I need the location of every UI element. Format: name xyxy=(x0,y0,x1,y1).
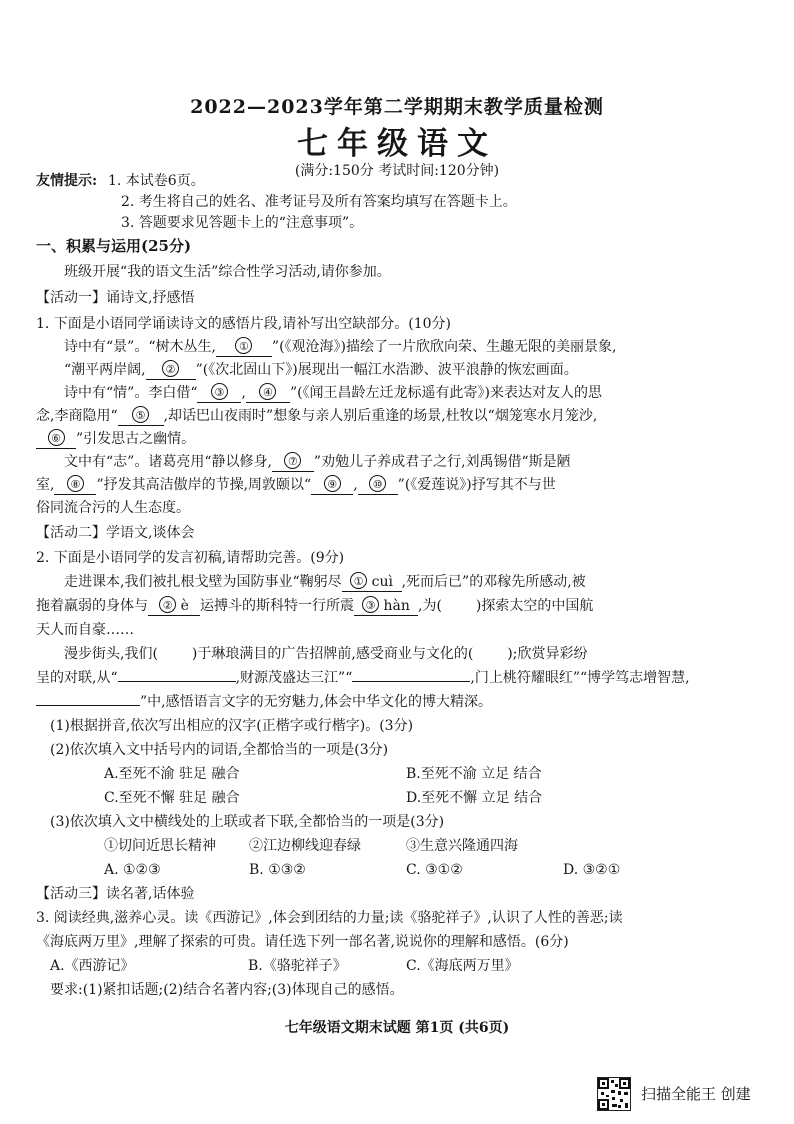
poem-line: 诗中有“情”。李白借“ ③ , ④ ”(《闻王昌龄左迁龙标遥有此寄》)来表达对友人的思 xyxy=(64,385,603,401)
couplet-option: ②江边柳线迎春绿 xyxy=(249,838,361,854)
option-a: A. ①②③ xyxy=(104,862,161,878)
tip-item: 1. 本试卷6页。 xyxy=(108,173,205,189)
sub-question: (3)依次填入文中横线处的上联或者下联,全都恰当的一项是(3分) xyxy=(50,814,445,830)
passage-line: 天人而自豪…… xyxy=(36,622,134,638)
couplet-option: ③生意兴隆通四海 xyxy=(406,838,518,854)
poem-line: 室, ⑧ ”抒发其高洁傲岸的节操,周敦颐以“ ⑨ , ⑩ ”(《爱莲说》)抒写其不与世 xyxy=(36,477,556,493)
passage-line: 走进课本,我们被扎根戈壁为国防事业“鞠躬尽 ① cuì ,死而后已”的邓稼先所感动,被 xyxy=(64,574,586,590)
answer-blank: ⑦ xyxy=(272,452,314,472)
poem-line: 俗同流合污的人生态度。 xyxy=(36,500,190,516)
tip-item: 2. 考生将自己的姓名、准考证号及所有答案均填写在答题卡上。 xyxy=(121,194,517,210)
question-stem: 3. 阅读经典,滋养心灵。读《西游记》,体会到团结的力量;读《骆驼祥子》,认识了人性的善恶;读 xyxy=(36,910,623,926)
poem-line: 诗中有“景”。“树木丛生, ① ”(《观沧海》)描绘了一片欣欣向荣、生趣无限的美丽景象, xyxy=(64,339,617,355)
pinyin-blank: ② è xyxy=(148,596,200,616)
book-option-c: C.《海底两万里》 xyxy=(406,958,519,974)
option-b: B. ①③② xyxy=(249,862,306,878)
exam-info: (满分:150分 考试时间:120分钟) xyxy=(294,163,500,179)
answer-blank: ⑤ xyxy=(118,406,164,426)
answer-blank: ⑧ xyxy=(54,475,96,495)
exam-title: 2022—2023学年第二学期期末教学质量检测 xyxy=(190,96,604,118)
answer-blank: ② xyxy=(146,360,196,380)
answer-blank: ① xyxy=(216,337,272,357)
pinyin-blank: ③ hàn xyxy=(354,596,418,616)
answer-blank: ③ xyxy=(197,383,241,403)
scanner-watermark: 扫描全能王 创建 xyxy=(641,1085,751,1103)
answer-blank: ⑥ xyxy=(36,429,76,449)
page-footer: 七年级语文期末试题 第1页 (共6页) xyxy=(284,1020,510,1036)
pinyin-blank: ① cuì xyxy=(342,572,402,592)
poem-line: 文中有“志”。诸葛亮用“静以修身, ⑦ ”劝勉儿子养成君子之行,刘禹锡借“斯是陋 xyxy=(64,454,571,470)
poem-line: 念,李商隐用“ ⑤ ,却话巴山夜雨时”想象与亲人别后重逢的场景,杜牧以“烟笼寒水月笼沙, xyxy=(36,408,598,424)
book-option-a: A.《西游记》 xyxy=(50,958,135,974)
poem-line: ⑥ ”引发思古之幽情。 xyxy=(36,429,195,449)
passage-line: 呈的对联,从“ ,财源茂盛达三江”“ ,门上桃符耀眼红”“博学笃志增智慧, xyxy=(36,670,690,686)
book-option-b: B.《骆驼祥子》 xyxy=(248,958,347,974)
passage-line: 漫步街头,我们( )于琳琅满目的广告招牌前,感受商业与文化的( );欣赏异彩纷 xyxy=(64,646,588,662)
activity-label: 【活动二】学语文,谈体会 xyxy=(36,525,195,541)
passage-line: ”中,感悟语言文字的无穷魅力,体会中华文化的博大精深。 xyxy=(36,692,492,712)
qr-code-icon xyxy=(597,1077,631,1111)
tip-item: 3. 答题要求见答题卡上的“注意事项”。 xyxy=(121,215,364,231)
answer-blank: ⑩ xyxy=(358,475,398,495)
option-a: A.至死不渝 驻足 融合 xyxy=(104,766,240,782)
couplet-blank xyxy=(352,681,470,682)
answer-blank: ⑨ xyxy=(311,475,353,495)
option-d: D. ③②① xyxy=(563,862,621,878)
subject-title: 七年级语文 xyxy=(297,126,497,162)
option-c: C.至死不懈 驻足 融合 xyxy=(104,790,240,806)
option-c: C. ③①② xyxy=(406,862,463,878)
answer-blank: ④ xyxy=(246,383,290,403)
activity-label: 【活动三】读名著,话体验 xyxy=(36,886,195,902)
requirements: 要求:(1)紧扣话题;(2)结合名著内容;(3)体现自己的感悟。 xyxy=(50,982,404,998)
activity-label: 【活动一】诵诗文,抒感悟 xyxy=(36,290,195,306)
section-intro: 班级开展“我的语文生活”综合性学习活动,请你参加。 xyxy=(64,264,391,280)
tips-label: 友情提示: xyxy=(36,173,98,189)
poem-line: “潮平两岸阔, ② ”(《次北固山下》)展现出一幅江水浩渺、波平浪静的恢宏画面。 xyxy=(64,362,578,378)
sub-question: (1)根据拼音,依次写出相应的汉字(正楷字或行楷字)。(3分) xyxy=(50,718,414,734)
passage-line: 拖着羸弱的身体与 ② è 运搏斗的斯科特一行所震 ③ hàn ,为( )探索太空的中国航 xyxy=(36,598,594,614)
option-d: D.至死不懈 立足 结合 xyxy=(406,790,543,806)
couplet-option: ①切问近思长精神 xyxy=(104,838,216,854)
question-stem: 1. 下面是小语同学诵读诗文的感悟片段,请补写出空缺部分。(10分) xyxy=(36,316,451,332)
sub-question: (2)依次填入文中括号内的词语,全都恰当的一项是(3分) xyxy=(50,742,389,758)
question-stem: 《海底两万里》,理解了探索的可贵。请任选下列一部名著,说说你的理解和感悟。(6分) xyxy=(36,934,569,950)
option-b: B.至死不渝 立足 结合 xyxy=(406,766,542,782)
couplet-blank xyxy=(118,681,236,682)
question-stem: 2. 下面是小语同学的发言初稿,请帮助完善。(9分) xyxy=(36,550,345,566)
section-heading: 一、积累与运用(25分) xyxy=(36,237,192,255)
couplet-blank xyxy=(36,705,140,706)
